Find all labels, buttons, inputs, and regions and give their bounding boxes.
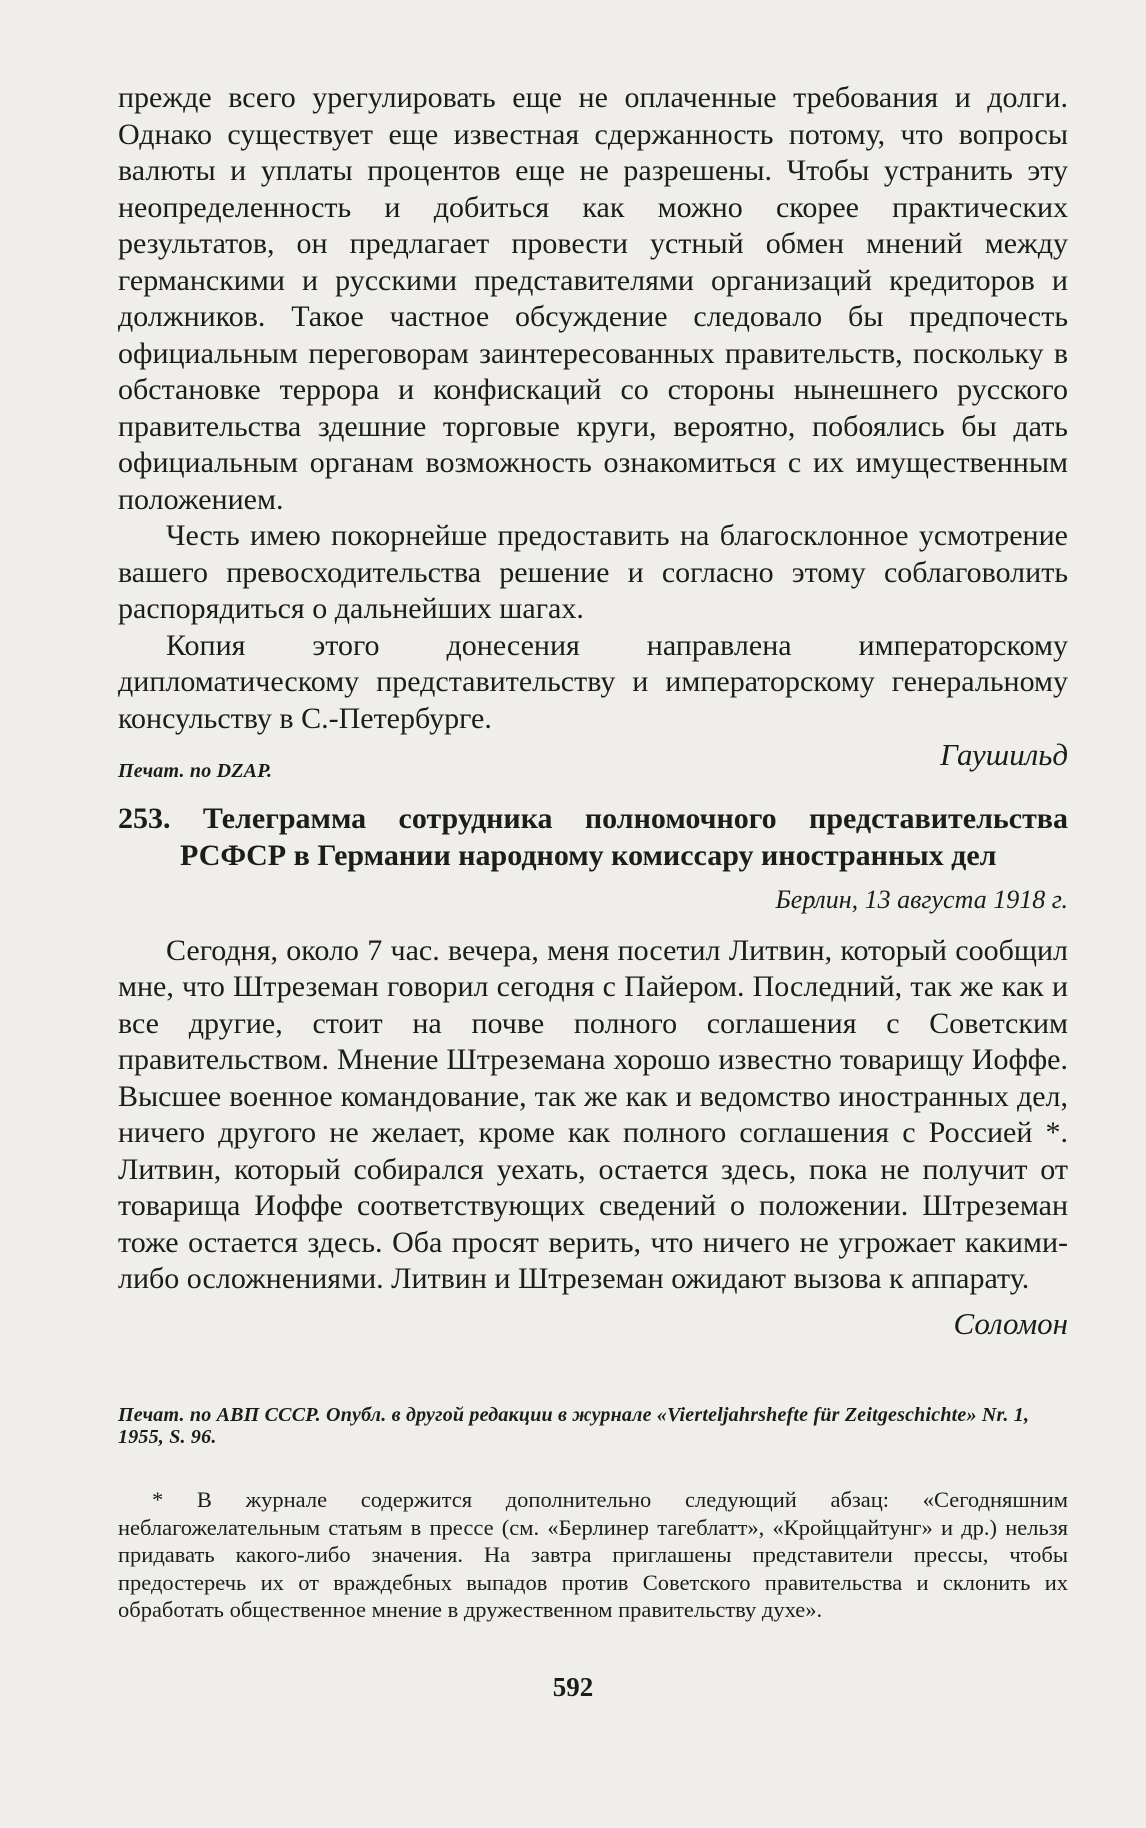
previous-document-tail xyxy=(118,80,1068,774)
footnote: * В журнале содержится дополнительно следующий абзац: «Сегодняшним неблагожелательным статьям в прессе (см. «Берлинер тагеблатт», «Кройццайтунг» и др.) нельзя придавать какого-либо значения. На завтра приглашены представители прессы, чтобы предостеречь их от враждебных выпадов против Советского правительства и склонить их обработать общественное мнение в дружественном правительству духе». xyxy=(118,1487,1068,1622)
signature: Гаушильд xyxy=(940,737,1068,772)
dateline: Берлин, 13 августа 1918 г. xyxy=(775,885,1068,914)
document-253 xyxy=(118,800,1068,1342)
signature: Соломон xyxy=(953,1305,1068,1341)
document-number: 253. xyxy=(118,802,171,835)
page-number: 592 xyxy=(552,1672,594,1702)
source-note: Печат. по АВП СССР. Опубл. в другой редакции в журнале «Vierteljahrshefte für Zeitgeschichte» Nr. 1, 1955, S. 96. xyxy=(118,1404,1030,1448)
body-paragraph: Честь имею покорнейше предоставить на благосклонное усмотрение вашего превосходительства решение и согласно этому соблаговолить распорядиться о дальнейших шагах. xyxy=(118,519,1068,625)
document-title: Телеграмма сотрудника полномочного представительства РСФСР в Германии народному комиссару иностранных дел xyxy=(180,802,1069,872)
source-note: Печат. по DZAP. xyxy=(118,760,273,782)
document-heading xyxy=(118,800,1068,874)
footnote-block xyxy=(118,1486,1068,1624)
body-paragraph: Копия этого донесения направлена императорскому дипломатическому представительству и императорскому генеральному консульству в С.-Петербурге. xyxy=(118,628,1068,735)
document-body: Сегодня, около 7 час. вечера, меня посетил Литвин, который сообщил мне, что Штреземан говорил сегодня с Пайером. Последний, так же как и все другие, стоит на почве полного соглашения с Советским правительством. Мнение Штреземана хорошо известно товарищу Иоффе. Высшее военное командование, так же как и ведомство иностранных дел, ничего другого не желает, кроме как полного соглашения с Россией *. Литвин, который собирался уехать, остается здесь, пока не получит от товарища Иоффе соответствующих сведений о положении. Штреземан тоже остается здесь. Оба просят верить, что ничего не угрожает какими-либо осложнениями. Литвин и Штреземан ожидают вызова к аппарату. xyxy=(118,933,1068,1295)
body-paragraph: прежде всего урегулировать еще не оплаченные требования и долги. Однако существует еще известная сдержанность потому, что вопросы валюты и уплаты процентов еще не разрешены. Чтобы устранить эту неопределенность и добиться как можно скорее практических результатов, он предлагает провести устный обмен мнений между германскими и русскими представителями организаций кредиторов и должников. Такое частное обсуждение следовало бы предпочесть официальным переговорам заинтересованных правительств, поскольку в обстановке террора и конфискаций со стороны нынешнего русского правительства здешние торговые круги, вероятно, побоялись бы дать официальным органам возможность ознакомиться с их имущественным положением. xyxy=(118,81,1068,516)
